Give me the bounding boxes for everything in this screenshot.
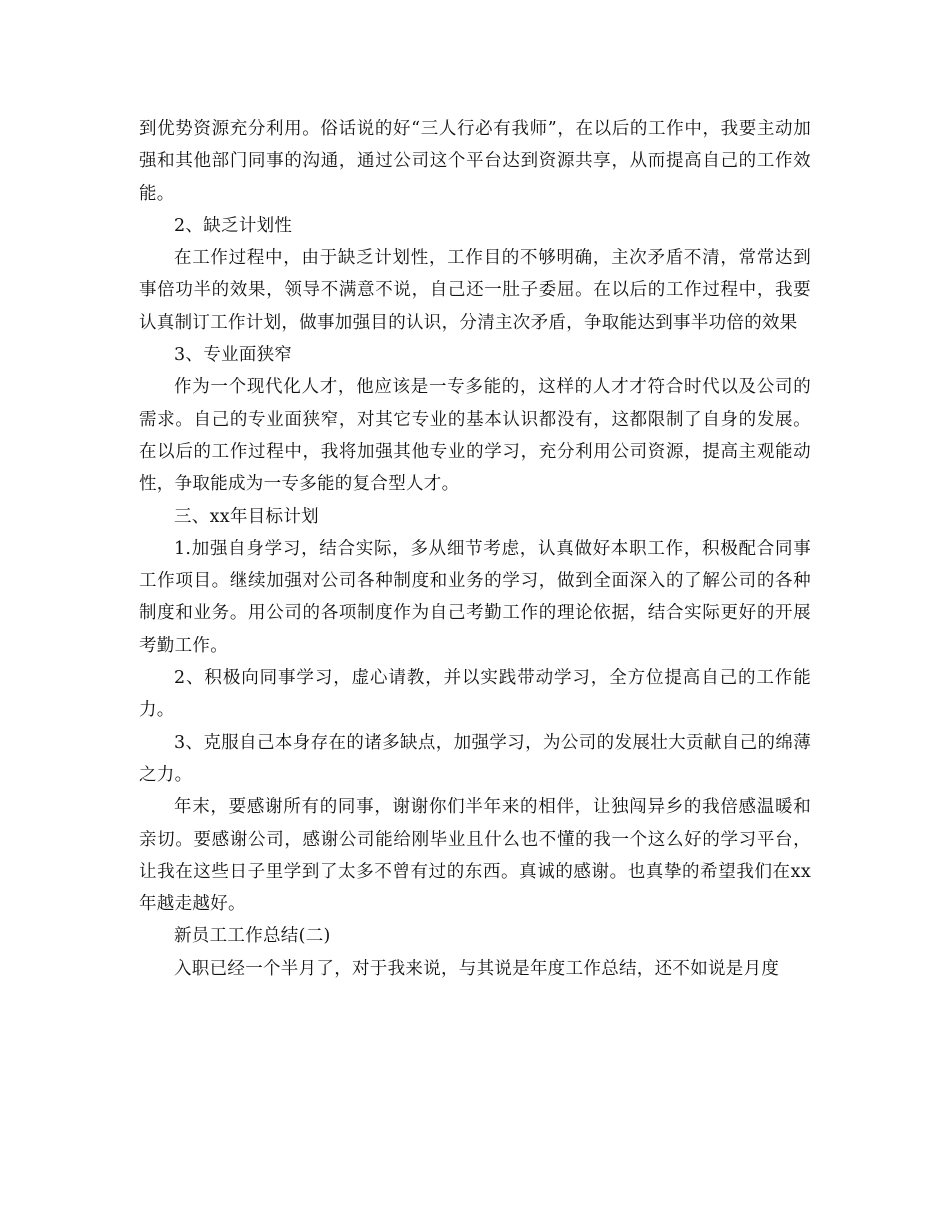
heading-annual-goals: 三、xx年目标计划 <box>174 506 319 527</box>
body-paragraph-planning: 在工作过程中，由于缺乏计划性，工作目的不够明确，主次矛盾不清，常常达到事倍功半的效果，领导不满意不说，自己还一肚子委屈。在以后的工作过程中，我要认真制订工作计划，做事加强目的认识，分清主次矛盾，争取能达到事半功倍的效果 <box>139 248 811 333</box>
body-paragraph-specialty: 作为一个现代化人才，他应该是一专多能的，这样的人才才符合时代以及公司的需求。自己的专业面狭窄，对其它专业的基本认识都没有，这都限制了自身的发展。在以后的工作过程中，我将加强其他专业的学习，充分利用公司资源，提高主观能动性，争取能成为一专多能的复合型人才。 <box>139 377 811 495</box>
heading-lack-of-planning: 2、缺乏计划性 <box>174 215 293 236</box>
document-body <box>139 113 811 985</box>
section-title-new-employee-summary-2: 新员工工作总结(二) <box>174 926 331 947</box>
body-paragraph-resource-sharing: 到优势资源充分利用。俗话说的好“三人行必有我师”，在以后的工作中，我要主动加强和其他部门同事的沟通，通过公司这个平台达到资源共享，从而提高自己的工作效能。 <box>139 119 811 204</box>
goal-item-1: 1.加强自身学习，结合实际，多从细节考虑，认真做好本职工作，积极配合同事工作项目。继续加强对公司各种制度和业务的学习，做到全面深入的了解公司的各种制度和业务。用公司的各项制度作为自己考勤工作的理论依据，结合实际更好的开展考勤工作。 <box>139 538 811 656</box>
goal-item-3: 3、克服自己本身存在的诸多缺点，加强学习，为公司的发展壮大贡献自己的绵薄之力。 <box>139 732 811 785</box>
heading-narrow-specialty: 3、专业面狭窄 <box>174 345 293 366</box>
goal-item-2: 2、积极向同事学习，虚心请教，并以实践带动学习，全方位提高自己的工作能力。 <box>139 668 811 721</box>
body-paragraph-intro: 入职已经一个半月了，对于我来说，与其说是年度工作总结，还不如说是月度 <box>174 958 780 979</box>
body-paragraph-thanks: 年末，要感谢所有的同事，谢谢你们半年来的相伴，让独闯异乡的我倍感温暖和亲切。要感谢公司，感谢公司能给刚毕业且什么也不懂的我一个这么好的学习平台，让我在这些日子里学到了太多不曾有过的东西。真诚的感谢。也真挚的希望我们在xx年越走越好。 <box>139 797 811 915</box>
